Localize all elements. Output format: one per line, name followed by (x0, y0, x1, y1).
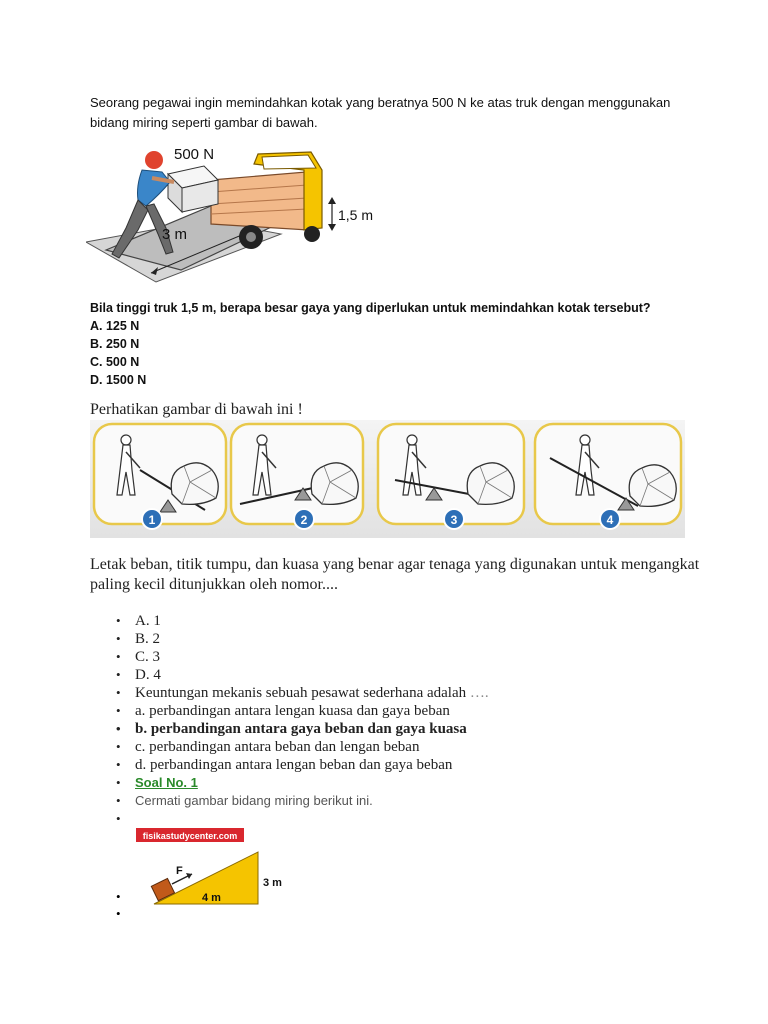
watermark: fisikastudycenter.com (142, 831, 238, 841)
list-item-empty (90, 810, 690, 828)
list-item-link[interactable] (90, 774, 690, 792)
bullet: • (116, 685, 121, 700)
incline-height-label: 3 m (263, 877, 282, 889)
list-item: • a. perbandingan antara lengan kuasa dan gaya beban (116, 703, 450, 719)
question1-intro (90, 93, 690, 133)
lever-panel-1 (94, 424, 226, 529)
question2-prompt (90, 555, 710, 595)
bullet: • (116, 793, 121, 808)
question1-intro-line1: Seorang pegawai ingin memindahkan kotak yang beratnya 500 N ke atas truk dengan menggunakan (90, 95, 671, 110)
height-label: 1,5 m (338, 207, 374, 223)
bullet: • (116, 757, 121, 772)
question1-prompt: Bila tinggi truk 1,5 m, berapa besar gaya yang diperlukan untuk memindahkan kotak tersebut? (90, 301, 651, 315)
question1-option-c: C. 500 N (90, 355, 140, 369)
panel-number-1: 1 (148, 513, 156, 527)
bullet: • (116, 739, 121, 754)
force-label: F (176, 865, 183, 877)
list-item: • Cermati gambar bidang miring berikut ini. (116, 793, 373, 808)
list-item: • C. 3 (116, 649, 161, 665)
question1-option-a: A. 125 N (90, 319, 140, 333)
question1-option-d: D. 1500 N (90, 373, 147, 387)
ellipsis: …. (469, 685, 489, 701)
list-item: • D. 4 (116, 667, 161, 683)
bulleted-list (90, 612, 690, 828)
lever-panel-3 (378, 424, 524, 529)
panel-number-3: 3 (450, 513, 458, 527)
base-length-label: 4 m (202, 892, 221, 904)
list-item: • d. perbandingan antara lengan beban dan gaya beban (116, 757, 453, 773)
ramp-length-label: 3 m (162, 226, 188, 243)
bullet: • (116, 703, 121, 718)
ramp-truck-figure (86, 142, 386, 287)
bullet: • (116, 775, 121, 790)
weight-label: 500 N (174, 146, 215, 163)
question1-intro-line2: bidang miring seperti gambar di bawah. (90, 115, 318, 130)
bullet: • (116, 906, 121, 921)
question2-prompt-line1: Letak beban, titik tumpu, dan kuasa yang benar agar tenaga yang digunakan untuk mengangkat (90, 556, 700, 573)
question2-instruction: Perhatikan gambar di bawah ini ! (90, 401, 303, 418)
bullet: • (116, 721, 121, 736)
bullet: • (116, 811, 121, 826)
list-item: • B. 2 (116, 631, 161, 647)
list-item: • A. 1 (116, 613, 161, 629)
question1-body (90, 299, 651, 389)
question2-prompt-line2: paling kecil ditunjukkan oleh nomor.... (90, 576, 338, 593)
soal-no-1-link[interactable]: Soal No. 1 (135, 775, 198, 790)
panel-number-2: 2 (300, 513, 308, 527)
panel-number-4: 4 (606, 513, 614, 527)
question1-option-b: B. 250 N (90, 337, 140, 351)
bullet: • (116, 631, 121, 646)
bullet: • (116, 649, 121, 664)
lever-panel-4 (535, 424, 681, 529)
list-item: • Keuntungan mekanis sebuah pesawat sederhana adalah …. (116, 685, 489, 701)
bullet: • (116, 667, 121, 682)
incline-plane-figure (136, 828, 296, 908)
lever-panels-figure (90, 420, 685, 538)
lever-panel-2 (231, 424, 363, 529)
list-item-correct-answer: • b. perbandingan antara gaya beban dan gaya kuasa (116, 721, 467, 737)
bullet: • (116, 889, 121, 904)
bullet: • (116, 613, 121, 628)
list-item: • c. perbandingan antara beban dan lengan beban (116, 739, 420, 755)
